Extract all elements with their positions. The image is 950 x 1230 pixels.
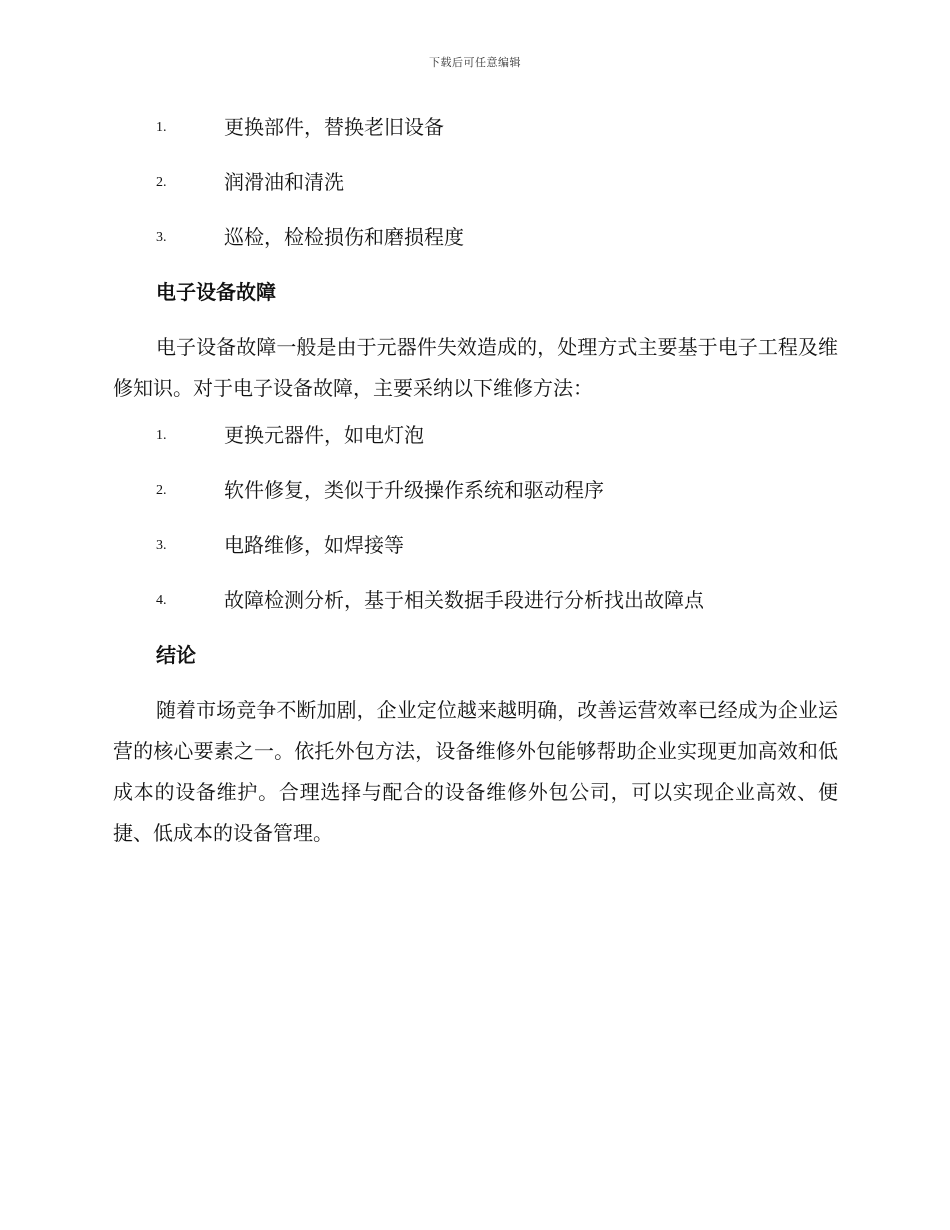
list-item-text: 电路维修，如焊接等 [224, 533, 404, 557]
page-header-note: 下载后可任意编辑 [429, 56, 521, 69]
list-item [113, 165, 838, 220]
list-item-number: 3. [156, 538, 167, 553]
document-body [113, 110, 838, 863]
list-item-text: 巡检，检检损伤和磨损程度 [224, 225, 464, 249]
list-item [113, 583, 838, 638]
list-item [113, 473, 838, 528]
list-item-number: 4. [156, 593, 167, 608]
list-item-number: 2. [156, 483, 167, 498]
list-item-text: 润滑油和清洗 [224, 170, 344, 194]
list-item [113, 110, 838, 165]
list-item-number: 3. [156, 230, 167, 245]
list-item-text: 更换元器件，如电灯泡 [224, 423, 424, 447]
section-heading-electronic: 电子设备故障 [156, 280, 276, 304]
section-paragraph-conclusion: 随着市场竞争不断加剧，企业定位越来越明确，改善运营效率已经成为企业运营的核心要素之一。依托外包方法，设备维修外包能够帮助企业实现更加高效和低成本的设备维护。合理选择与配合的设备维修外包公司，可以实现企业高效、便捷、低成本的设备管理。 [113, 698, 838, 845]
section-paragraph-electronic: 电子设备故障一般是由于元器件失效造成的，处理方式主要基于电子工程及维修知识。对于电子设备故障，主要采纳以下维修方法： [113, 335, 838, 400]
list-item [113, 418, 838, 473]
list-item-number: 1. [156, 120, 167, 135]
list-item-number: 1. [156, 428, 167, 443]
list-item-text: 更换部件，替换老旧设备 [224, 115, 444, 139]
section-heading-conclusion: 结论 [156, 643, 196, 667]
list-item [113, 528, 838, 583]
list-item-text: 软件修复，类似于升级操作系统和驱动程序 [224, 478, 604, 502]
list-item-text: 故障检测分析，基于相关数据手段进行分析找出故障点 [224, 588, 704, 612]
list-item-number: 2. [156, 175, 167, 190]
list-item [113, 220, 838, 275]
